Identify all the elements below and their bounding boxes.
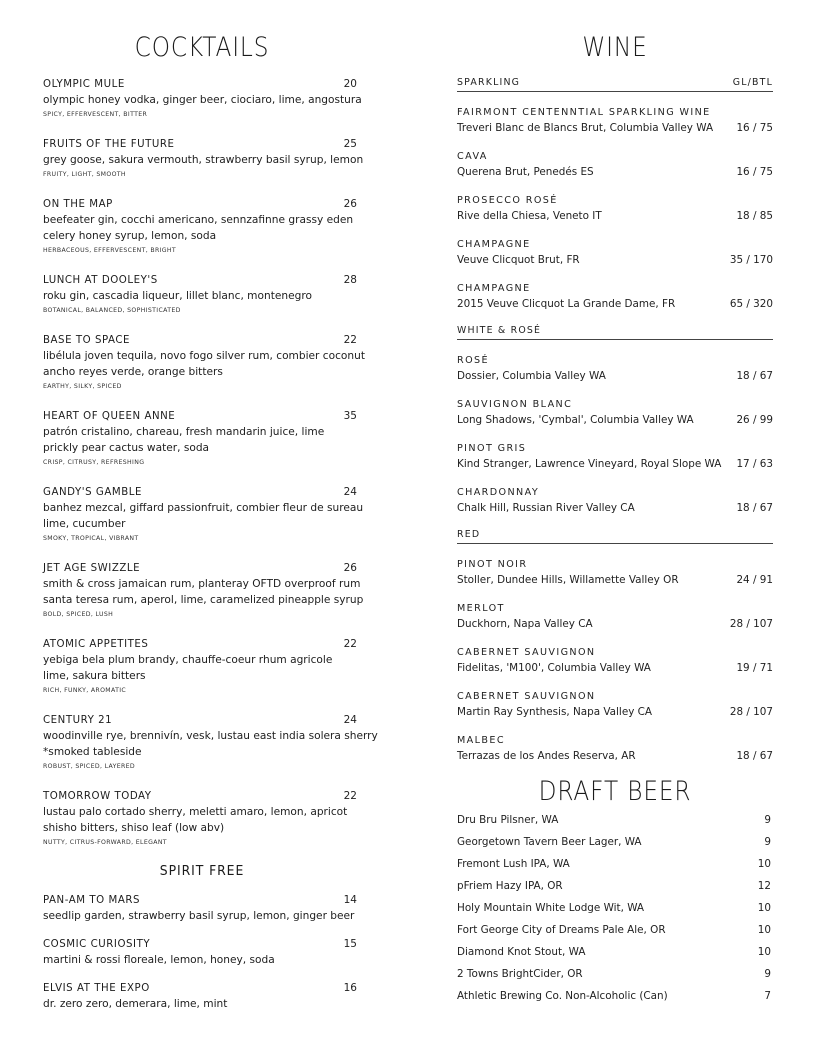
cocktail-header <box>43 197 361 212</box>
spirit-free-name: COSMIC CURIOSITY <box>43 939 151 950</box>
wine-varietal: CAVA <box>457 151 488 162</box>
cocktail-name: ON THE MAP <box>43 199 113 210</box>
wine-section-header <box>457 76 773 92</box>
wine-item <box>457 237 773 269</box>
cocktail-ingredients: celery honey syrup, lemon, soda <box>43 230 217 242</box>
beer-price: 10 <box>757 946 771 958</box>
wine-price: 28 / 107 <box>729 706 773 718</box>
beer-item <box>457 965 773 983</box>
beer-price: 10 <box>757 858 771 870</box>
cocktail-tasting-notes: ROBUST, SPICED, LAYERED <box>43 763 136 770</box>
wine-producer: Long Shadows, 'Cymbal', Columbia Valley WA <box>457 414 694 426</box>
cocktail-item <box>43 789 361 850</box>
cocktail-ingredients: olympic honey vodka, ginger beer, ciociaro, lime, angostura <box>43 94 362 106</box>
cocktail-item <box>43 485 364 546</box>
draft-beer-title: DRAFT BEER <box>538 776 692 807</box>
spirit-free-header <box>43 893 361 908</box>
wine-item <box>457 149 773 181</box>
wine-section-label: WHITE & ROSÉ <box>457 325 542 336</box>
beer-item <box>457 921 773 939</box>
cocktail-ingredients: yebiga bela plum brandy, chauffe-coeur rhum agricole <box>43 654 333 666</box>
cocktail-price: 24 <box>343 714 357 726</box>
wine-price: 18 / 67 <box>736 502 773 514</box>
wine-varietal: SAUVIGNON BLANC <box>457 399 573 410</box>
cocktail-item <box>43 273 361 318</box>
cocktail-ingredients: prickly pear cactus water, soda <box>43 442 210 454</box>
cocktail-item <box>43 637 361 698</box>
cocktail-ingredients: santa teresa rum, aperol, lime, caramelized pineapple syrup <box>43 594 364 606</box>
wine-detail-row <box>457 120 773 137</box>
beer-item <box>457 833 773 851</box>
cocktail-tasting-notes: EARTHY, SILKY, SPICED <box>43 383 122 390</box>
cocktail-name: GANDY'S GAMBLE <box>43 487 142 498</box>
cocktail-ingredients: ancho reyes verde, orange bitters <box>43 366 223 378</box>
wine-detail-row <box>457 660 773 677</box>
cocktail-name: FRUITS OF THE FUTURE <box>43 139 175 150</box>
wine-section-label: SPARKLING <box>457 77 521 88</box>
wine-price: 18 / 85 <box>736 210 773 222</box>
cocktail-header <box>43 273 361 288</box>
spirit-free-ingredients: martini & rossi floreale, lemon, honey, soda <box>43 954 275 966</box>
beer-name: Diamond Knot Stout, WA <box>457 946 586 958</box>
wine-producer: Fidelitas, 'M100', Columbia Valley WA <box>457 662 651 674</box>
wine-varietal: PINOT NOIR <box>457 559 528 570</box>
wine-producer: Treveri Blanc de Blancs Brut, Columbia Valley WA <box>457 122 714 134</box>
cocktail-item <box>43 137 364 182</box>
wine-varietal: CHARDONNAY <box>457 487 540 498</box>
cocktail-item <box>43 197 361 258</box>
beer-name: pFriem Hazy IPA, OR <box>457 880 563 892</box>
cocktail-name: BASE TO SPACE <box>43 335 131 346</box>
cocktail-ingredients: *smoked tableside <box>43 746 142 758</box>
cocktail-tasting-notes: SPICY, EFFERVESCENT, BITTER <box>43 111 148 118</box>
beer-name: Fort George City of Dreams Pale Ale, OR <box>457 924 666 936</box>
spirit-free-title: SPIRIT FREE <box>159 863 245 879</box>
wine-section-header <box>457 528 773 544</box>
cocktail-header <box>43 637 361 652</box>
cocktail-name: TOMORROW TODAY <box>43 791 152 802</box>
wine-varietal: CABERNET SAUVIGNON <box>457 691 596 702</box>
wine-price: 28 / 107 <box>729 618 773 630</box>
cocktail-item <box>43 713 378 774</box>
wine-item <box>457 193 773 225</box>
cocktail-header <box>43 77 361 92</box>
spirit-free-item <box>43 893 361 924</box>
cocktail-ingredients: woodinville rye, brennivín, vesk, lustau east india solera sherry <box>43 730 378 742</box>
spirit-free-price: 15 <box>343 938 357 950</box>
wine-varietal: MERLOT <box>457 603 505 614</box>
wine-varietal: CHAMPAGNE <box>457 283 531 294</box>
cocktail-ingredients: lime, sakura bitters <box>43 670 146 682</box>
beer-item <box>457 877 773 895</box>
wine-price: 18 / 67 <box>736 370 773 382</box>
spirit-free-item <box>43 981 361 1012</box>
cocktail-price: 26 <box>343 198 357 210</box>
cocktail-price: 26 <box>343 562 357 574</box>
wine-producer: Rive della Chiesa, Veneto IT <box>457 210 602 222</box>
wine-varietal: FAIRMONT CENTENNTIAL SPARKLING WINE <box>457 107 711 118</box>
cocktail-ingredients: smith & cross jamaican rum, planteray OFTD overproof rum <box>43 578 361 590</box>
spirit-free-price: 14 <box>343 894 357 906</box>
cocktail-ingredients: lime, cucumber <box>43 518 126 530</box>
cocktail-price: 24 <box>343 486 357 498</box>
wine-price: 24 / 91 <box>736 574 773 586</box>
cocktails-title: COCKTAILS <box>134 32 270 63</box>
spirit-free-header <box>43 937 361 952</box>
beer-price: 9 <box>764 836 771 848</box>
wine-varietal: PROSECCO ROSÉ <box>457 195 558 206</box>
wine-detail-row <box>457 296 773 313</box>
cocktail-ingredients: banhez mezcal, giffard passionfruit, combier fleur de sureau <box>43 502 364 514</box>
cocktail-ingredients: roku gin, cascadia liqueur, lillet blanc, montenegro <box>43 290 312 302</box>
wine-detail-row <box>457 748 773 765</box>
wine-detail-row <box>457 704 773 721</box>
cocktail-tasting-notes: BOTANICAL, BALANCED, SOPHISTICATED <box>43 307 181 314</box>
wine-varietal: CHAMPAGNE <box>457 239 531 250</box>
wine-price: 35 / 170 <box>729 254 773 266</box>
wine-price: 26 / 99 <box>736 414 773 426</box>
cocktail-ingredients: libélula joven tequila, novo fogo silver rum, combier coconut <box>43 350 365 362</box>
cocktail-tasting-notes: CRISP, CITRUSY, REFRESHING <box>43 459 145 466</box>
wine-item <box>457 733 773 765</box>
cocktail-name: CENTURY 21 <box>43 715 113 726</box>
wine-producer: 2015 Veuve Clicquot La Grande Dame, FR <box>457 298 676 310</box>
wine-price: 16 / 75 <box>736 166 773 178</box>
cocktail-tasting-notes: NUTTY, CITRUS-FORWARD, ELEGANT <box>43 839 167 846</box>
beer-item <box>457 899 773 917</box>
wine-section-header <box>457 324 773 340</box>
wine-detail-row <box>457 500 773 517</box>
beer-item <box>457 811 773 829</box>
cocktail-price: 22 <box>343 334 357 346</box>
cocktail-item <box>43 561 364 622</box>
spirit-free-header <box>43 981 361 996</box>
wine-producer: Dossier, Columbia Valley WA <box>457 370 606 382</box>
beer-price: 10 <box>757 902 771 914</box>
wine-item <box>457 601 773 633</box>
wine-item <box>457 397 773 429</box>
wine-detail-row <box>457 252 773 269</box>
wine-detail-row <box>457 164 773 181</box>
wine-item <box>457 441 773 473</box>
wine-detail-row <box>457 456 773 473</box>
wine-producer: Chalk Hill, Russian River Valley CA <box>457 502 635 514</box>
wine-item <box>457 557 773 589</box>
cocktail-ingredients: patrón cristalino, chareau, fresh mandarin juice, lime <box>43 426 325 438</box>
cocktail-name: OLYMPIC MULE <box>43 79 125 90</box>
wine-producer: Querena Brut, Penedés ES <box>457 166 594 178</box>
beer-name: Athletic Brewing Co. Non-Alcoholic (Can) <box>457 990 668 1002</box>
cocktail-price: 25 <box>343 138 357 150</box>
spirit-free-price: 16 <box>343 982 357 994</box>
wine-item <box>457 353 773 385</box>
cocktail-name: JET AGE SWIZZLE <box>43 563 141 574</box>
wine-varietal: ROSÉ <box>457 355 489 366</box>
spirit-free-name: PAN-AM TO MARS <box>43 895 141 906</box>
wine-item <box>457 645 773 677</box>
cocktail-tasting-notes: HERBACEOUS, EFFERVESCENT, BRIGHT <box>43 247 177 254</box>
beer-price: 9 <box>764 814 771 826</box>
wine-varietal: CABERNET SAUVIGNON <box>457 647 596 658</box>
wine-producer: Terrazas de los Andes Reserva, AR <box>457 750 636 762</box>
wine-item <box>457 689 773 721</box>
beer-item <box>457 987 773 1005</box>
wine-detail-row <box>457 368 773 385</box>
wine-varietal: PINOT GRIS <box>457 443 527 454</box>
cocktail-ingredients: shisho bitters, shiso leaf (low abv) <box>43 822 225 834</box>
cocktail-item <box>43 333 365 394</box>
beer-name: 2 Towns BrightCider, OR <box>457 968 583 980</box>
wine-producer: Duckhorn, Napa Valley CA <box>457 618 593 630</box>
beer-price: 9 <box>764 968 771 980</box>
beer-price: 7 <box>764 990 771 1002</box>
beer-name: Georgetown Tavern Beer Lager, WA <box>457 836 642 848</box>
wine-price: 16 / 75 <box>736 122 773 134</box>
wine-price: 17 / 63 <box>736 458 773 470</box>
cocktail-header <box>43 485 361 500</box>
cocktail-header <box>43 713 361 728</box>
wine-producer: Stoller, Dundee Hills, Willamette Valley OR <box>457 574 679 586</box>
cocktail-price: 22 <box>343 638 357 650</box>
wine-item <box>457 105 773 137</box>
wine-producer: Kind Stranger, Lawrence Vineyard, Royal Slope WA <box>457 458 722 470</box>
wine-varietal: MALBEC <box>457 735 505 746</box>
wine-detail-row <box>457 412 773 429</box>
cocktail-name: HEART OF QUEEN ANNE <box>43 411 176 422</box>
cocktail-name: LUNCH AT DOOLEY'S <box>43 275 158 286</box>
beer-item <box>457 855 773 873</box>
cocktail-tasting-notes: SMOKY, TROPICAL, VIBRANT <box>43 535 139 542</box>
wine-detail-row <box>457 208 773 225</box>
cocktail-header <box>43 137 361 152</box>
beer-price: 10 <box>757 924 771 936</box>
beer-item <box>457 943 773 961</box>
cocktail-price: 28 <box>343 274 357 286</box>
cocktail-tasting-notes: RICH, FUNKY, AROMATIC <box>43 687 127 694</box>
wine-item <box>457 485 773 517</box>
spirit-free-ingredients: dr. zero zero, demerara, lime, mint <box>43 998 228 1010</box>
wine-detail-row <box>457 572 773 589</box>
cocktail-ingredients: beefeater gin, cocchi americano, sennzafinne grassy eden <box>43 214 354 226</box>
cocktail-tasting-notes: FRUITY, LIGHT, SMOOTH <box>43 171 126 178</box>
wine-producer: Veuve Clicquot Brut, FR <box>457 254 580 266</box>
wine-section-label: RED <box>457 529 481 540</box>
cocktail-item <box>43 409 361 470</box>
spirit-free-item <box>43 937 361 968</box>
beer-price: 12 <box>757 880 771 892</box>
beer-name: Holy Mountain White Lodge Wit, WA <box>457 902 645 914</box>
wine-price: 18 / 67 <box>736 750 773 762</box>
cocktail-ingredients: lustau palo cortado sherry, meletti amaro, lemon, apricot <box>43 806 348 818</box>
cocktail-price: 20 <box>343 78 357 90</box>
beer-name: Fremont Lush IPA, WA <box>457 858 570 870</box>
cocktail-price: 22 <box>343 790 357 802</box>
cocktail-header <box>43 409 361 424</box>
cocktail-header <box>43 789 361 804</box>
cocktail-header <box>43 561 361 576</box>
spirit-free-ingredients: seedlip garden, strawberry basil syrup, lemon, ginger beer <box>43 910 355 922</box>
cocktail-item <box>43 77 361 122</box>
cocktail-price: 35 <box>343 410 357 422</box>
cocktail-name: ATOMIC APPETITES <box>43 639 149 650</box>
wine-producer: Martin Ray Synthesis, Napa Valley CA <box>457 706 653 718</box>
cocktail-tasting-notes: BOLD, SPICED, LUSH <box>43 611 114 618</box>
cocktail-ingredients: grey goose, sakura vermouth, strawberry basil syrup, lemon <box>43 154 364 166</box>
wine-detail-row <box>457 616 773 633</box>
wine-price: 19 / 71 <box>736 662 773 674</box>
wine-item <box>457 281 773 313</box>
cocktail-header <box>43 333 361 348</box>
wine-title: WINE <box>582 32 648 63</box>
beer-name: Dru Bru Pilsner, WA <box>457 814 559 826</box>
spirit-free-name: ELVIS AT THE EXPO <box>43 983 150 994</box>
wine-price: 65 / 320 <box>729 298 773 310</box>
wine-glass-bottle-label: GL/BTL <box>732 77 773 88</box>
